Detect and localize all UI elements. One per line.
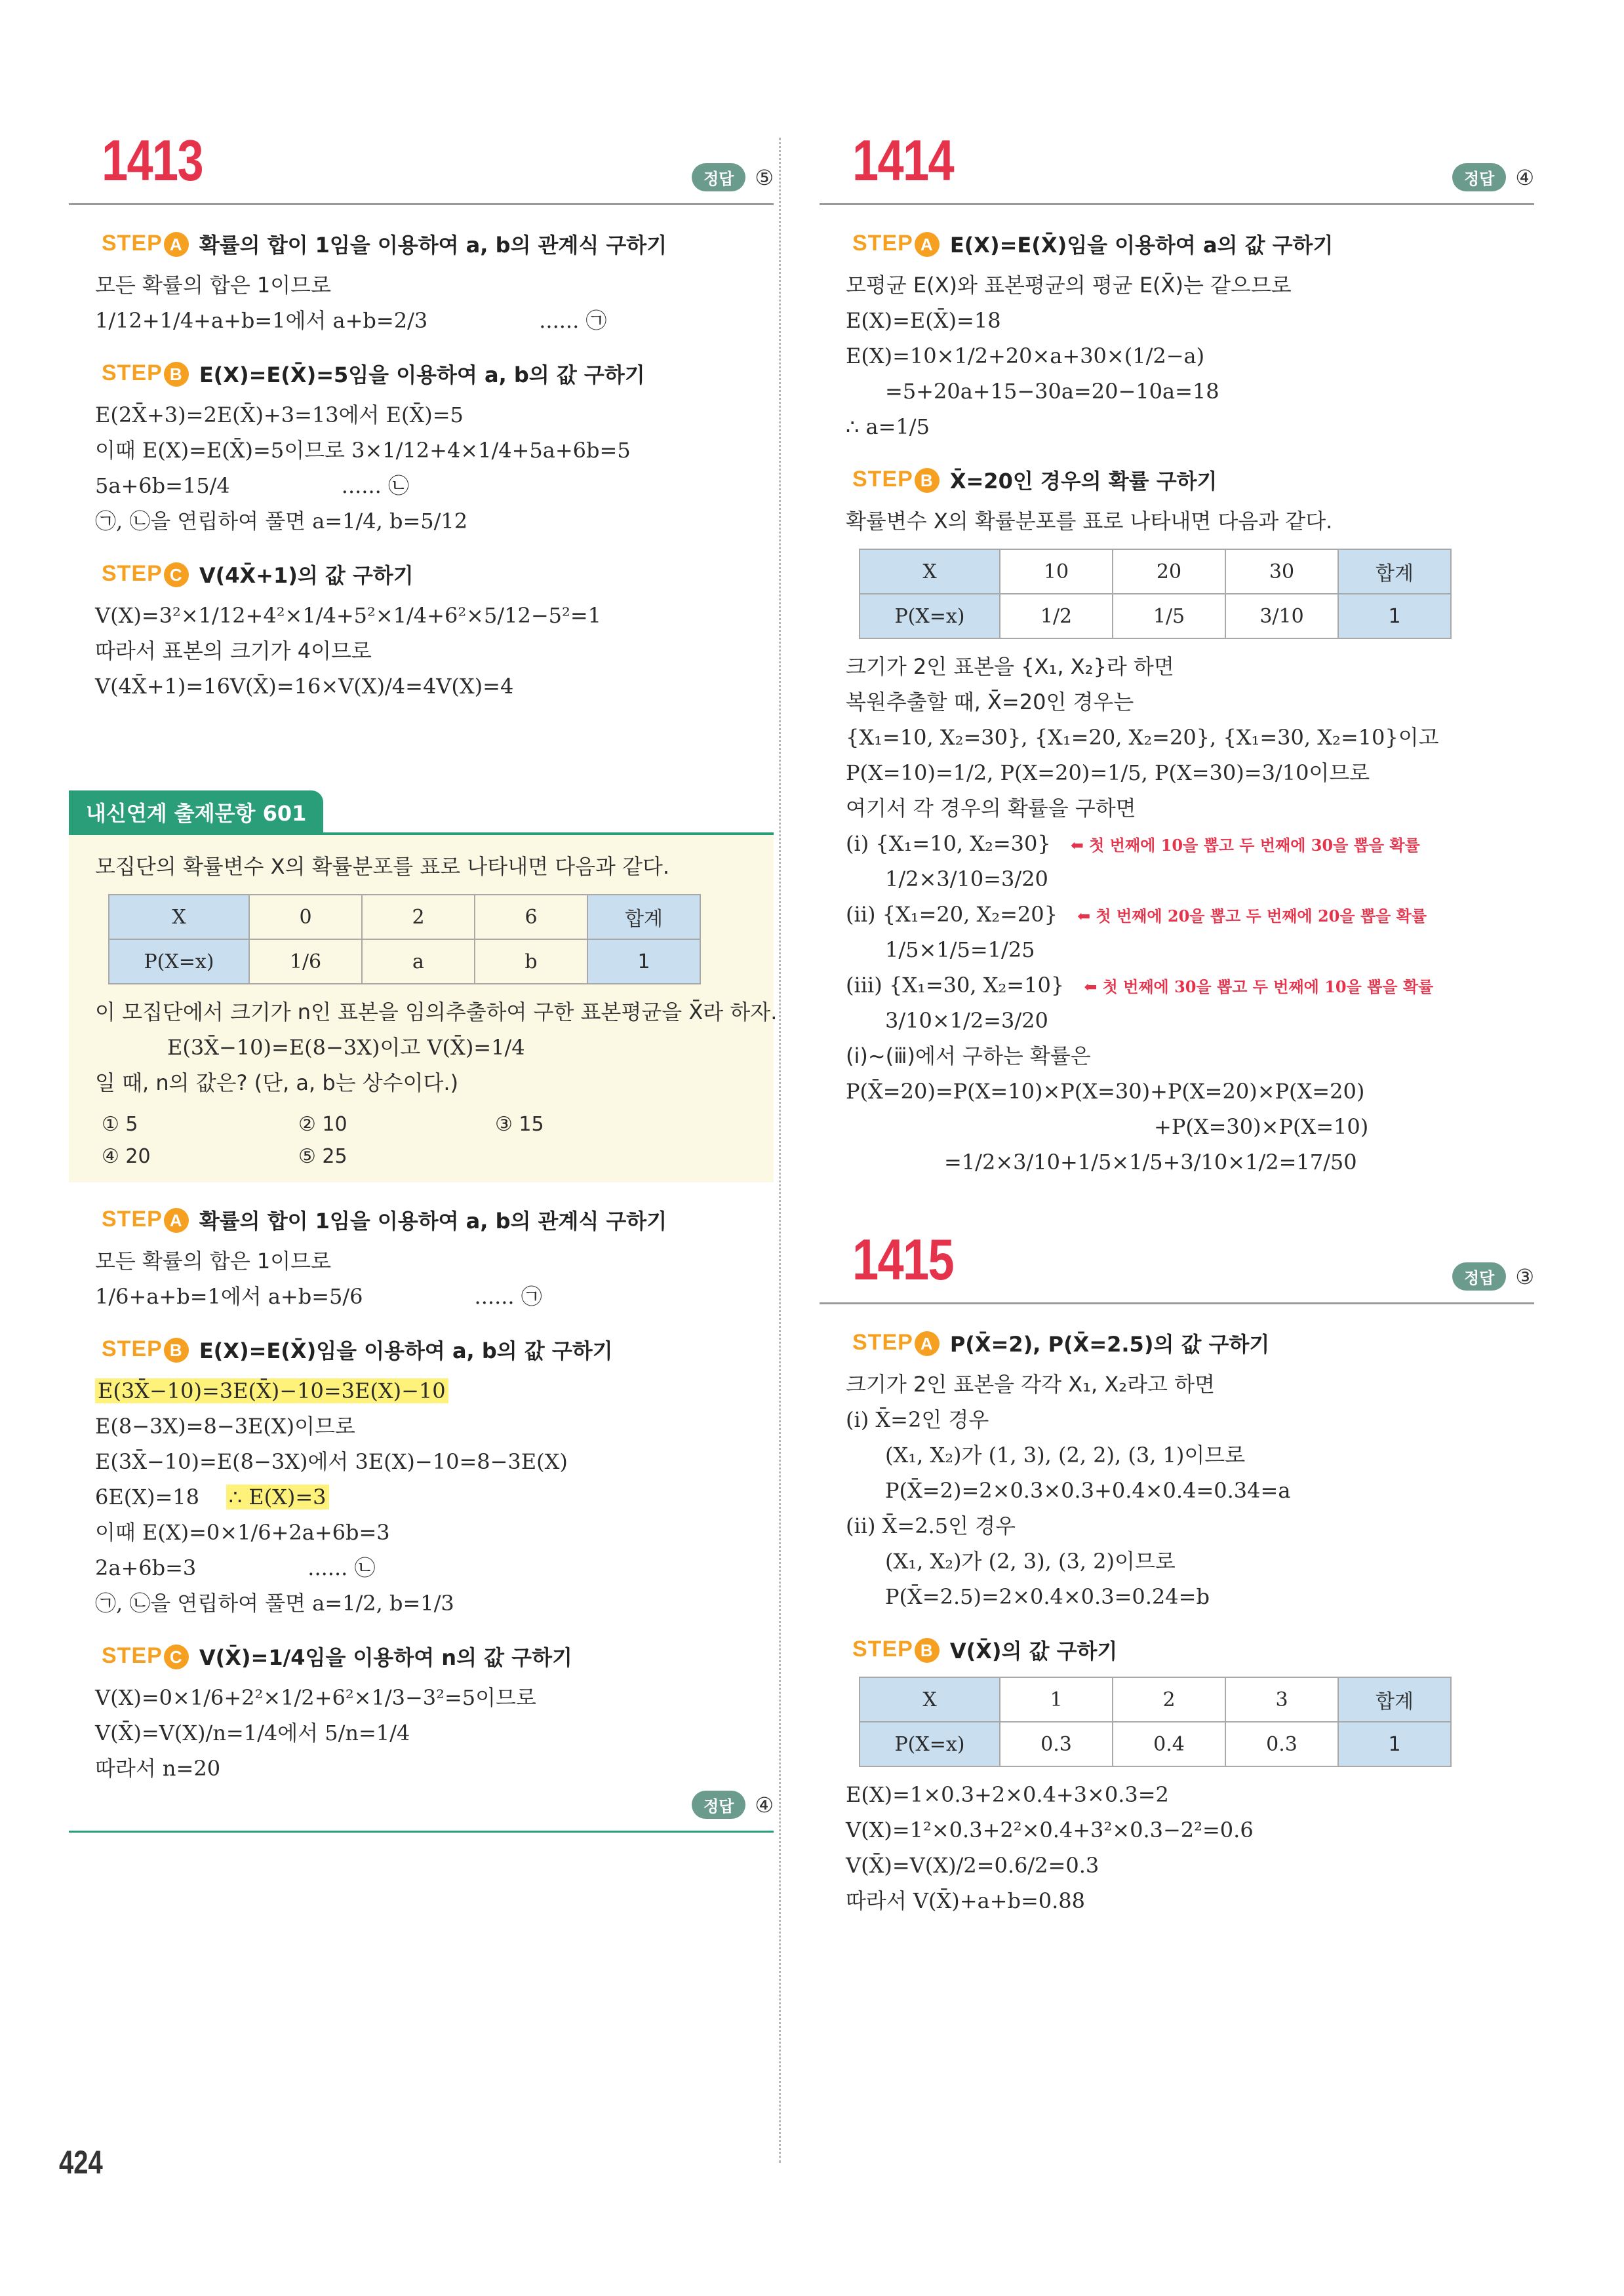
step-letter-icon: B [915,468,940,493]
step-title: X̄=20인 경우의 확률 구하기 [949,469,1218,494]
answer-value: ④ [1515,165,1534,190]
problem-question: 일 때, n의 값은? (단, a, b는 상수이다.) [95,1070,459,1095]
step-b-heading [102,359,774,389]
problem-number: 1415 [852,1227,953,1292]
step-letter-icon: A [915,232,940,257]
solution-line: 5a+6b=15/4 ...... ㉡ [95,473,409,498]
answer-indicator [1452,1262,1534,1291]
linked-problem-header [69,790,774,835]
table-row [860,1722,1451,1766]
step-letter-icon: B [164,1338,189,1363]
table-cell: 2 [1113,1677,1225,1722]
solution-line: 1/12+1/4+a+b=1에서 a+b=2/3 ...... ㉠ [95,308,607,333]
solution-line: 이때 E(X)=E(X̄)=5이므로 3×1/12+4×1/4+5a+6b=5 [95,438,631,463]
table-cell: 1 [1000,1677,1113,1722]
step-title: P(X̄=2), P(X̄=2.5)의 값 구하기 [949,1332,1270,1357]
step-label: STEP B [102,1336,189,1363]
table-cell: 1 [1338,594,1451,638]
choice-2[interactable]: ② 10 [298,1113,347,1136]
distribution-table [859,549,1452,639]
table-cell: P(X=x) [860,1722,1000,1766]
solution-line: 모든 확률의 합은 1이므로 [95,1249,331,1274]
solution-line: 따라서 표본의 크기가 4이므로 [95,638,372,663]
solution-line: V(X̄)=V(X)/n=1/4에서 5/n=1/4 [95,1721,410,1745]
case-note: ⬅ 첫 번째에 20을 뽑고 두 번째에 20을 뽑을 확률 [1077,906,1427,925]
problem-number: 1413 [102,128,203,193]
table-cell: P(X=x) [109,939,249,984]
table-cell: X [860,549,1000,594]
answer-indicator [1452,163,1534,191]
answer-choices [102,1113,774,1168]
step-label: STEP A [102,231,189,258]
answer-badge: 정답 [692,163,745,191]
linked-answer [69,1791,774,1833]
page-number: 424 [59,2144,103,2181]
step-label: STEP C [102,1643,189,1670]
table-cell: 합계 [1338,549,1451,594]
highlighted-text: ∴ E(X)=3 [226,1485,329,1509]
problem-condition: E(3X̄−10)=E(8−3X)이고 V(X̄)=1/4 [167,1035,525,1060]
problem-1413-header [69,125,774,205]
solution-line: E(3X̄−10)=E(8−3X)에서 3E(X)−10=8−3E(X) [95,1449,568,1474]
case-calc: 1/2×3/10=3/20 [885,866,1048,891]
table-row [860,1677,1451,1722]
step-letter-icon: A [164,1208,189,1233]
solution-line: 크기가 2인 표본을 {X₁, X₂}라 하면 [846,654,1174,679]
step-title: E(X)=E(X̄)임을 이용하여 a, b의 값 구하기 [199,1338,613,1363]
table-cell: 20 [1113,549,1225,594]
step-label: STEP A [852,1330,940,1357]
answer-value: ④ [755,1792,774,1818]
step-letter-icon: C [164,562,189,587]
equation-mark: ...... ㉠ [539,308,607,333]
solution-line: P(X=10)=1/2, P(X=20)=1/5, P(X=30)=3/10이므로 [846,760,1370,785]
solution-line: (X₁, X₂)가 (1, 3), (2, 2), (3, 1)이므로 [885,1443,1246,1468]
step-a-heading [852,229,1534,259]
solution-line: ㉠, ㉡을 연립하여 풀면 a=1/4, b=5/12 [95,509,468,534]
answer-badge: 정답 [1452,163,1506,191]
step-letter-icon: A [164,232,189,257]
table-cell: 0.3 [1000,1722,1113,1766]
table-cell: 0 [249,895,362,939]
column-divider [779,138,781,2163]
solution-line: E(X)=E(X̄)=18 [846,308,1001,333]
solution-line: ㉠, ㉡을 연립하여 풀면 a=1/2, b=1/3 [95,1591,454,1616]
step-b-heading [102,1334,774,1365]
table-cell: 합계 [1338,1677,1451,1722]
table-cell: X [860,1677,1000,1722]
solution-line: 복원추출할 때, X̄=20인 경우는 [846,690,1134,714]
table-cell: 0.4 [1113,1722,1225,1766]
table-cell: P(X=x) [860,594,1000,638]
step-title: V(X̄)의 값 구하기 [949,1639,1118,1664]
step-letter-icon: A [915,1331,940,1356]
problem-stem: 모집단의 확률변수 X의 확률분포를 표로 나타내면 다음과 같다. [95,854,670,879]
equation-mark: ...... ㉡ [307,1555,376,1580]
solution-line: P(X̄=2)=2×0.3×0.3+0.4×0.4=0.34=a [885,1478,1291,1503]
table-cell: 30 [1225,549,1338,594]
table-cell: 합계 [587,895,700,939]
table-cell: 1 [1338,1722,1451,1766]
choice-1[interactable]: ① 5 [102,1113,138,1136]
step-label: STEP C [102,561,189,588]
table-row [860,594,1451,638]
linked-problem-label: 내신연계 출제문항 601 [69,790,323,832]
solution-line: 여기서 각 경우의 확률을 구하면 [846,796,1136,821]
solution-line: P(X̄=20)=P(X=10)×P(X=30)+P(X=20)×P(X=20) [846,1079,1365,1104]
solution-line: 모든 확률의 합은 1이므로 [95,273,331,298]
step-title: 확률의 합이 1임을 이용하여 a, b의 관계식 구하기 [199,1209,667,1234]
solution-line: 1/6+a+b=1에서 a+b=5/6 ...... ㉠ [95,1284,542,1309]
case-line: (ⅱ) {X₁=20, X₂=20} ⬅ 첫 번째에 20을 뽑고 두 번째에 20을 뽑을 확률 [846,902,1427,927]
answer-badge: 정답 [1452,1262,1506,1291]
answer-badge: 정답 [692,1791,745,1819]
solution-line: 크기가 2인 표본을 각각 X₁, X₂라고 하면 [846,1372,1215,1397]
highlighted-text: E(3X̄−10)=3E(X̄)−10=3E(X)−10 [95,1378,448,1403]
step-title: 확률의 합이 1임을 이용하여 a, b의 관계식 구하기 [199,233,667,258]
table-row [109,895,700,939]
equation-mark: ...... ㉡ [341,473,409,498]
table-cell: 1/6 [249,939,362,984]
step-c-heading [102,559,774,589]
table-cell: 3 [1225,1677,1338,1722]
step-letter-icon: B [915,1638,940,1663]
choice-4[interactable]: ④ 20 [102,1145,151,1168]
step-label: STEP A [102,1207,189,1234]
solution-line: 따라서 n=20 [95,1756,221,1781]
step-b-heading [852,1635,1534,1665]
distribution-table [859,1677,1452,1767]
step-a-heading [102,229,774,259]
answer-value: ③ [1515,1264,1534,1289]
table-cell: b [475,939,587,984]
solution-line: 모평균 E(X)와 표본평균의 평균 E(X̄)는 같으므로 [846,273,1292,298]
table-cell: 0.3 [1225,1722,1338,1766]
problem-1415-header [820,1224,1534,1304]
step-a-heading [852,1328,1534,1358]
solution-line: 확률변수 X의 확률분포를 표로 나타내면 다음과 같다. [846,509,1333,534]
distribution-table [108,894,701,984]
case-line: (ⅰ) {X₁=10, X₂=30} ⬅ 첫 번째에 10을 뽑고 두 번째에 30을 뽑을 확률 [846,831,1420,856]
table-row [860,549,1451,594]
solution-line: 이때 E(X)=0×1/6+2a+6b=3 [95,1520,390,1545]
solution-line: E(2X̄+3)=2E(X̄)+3=13에서 E(X̄)=5 [95,402,464,427]
answer-indicator [692,163,774,191]
step-title: E(X)=E(X̄)=5임을 이용하여 a, b의 값 구하기 [199,362,645,387]
solution-line: 2a+6b=3 ...... ㉡ [95,1555,376,1580]
step-title: E(X)=E(X̄)임을 이용하여 a의 값 구하기 [949,233,1334,258]
equation-mark: ...... ㉠ [474,1284,542,1309]
solution-line: =5+20a+15−30a=20−10a=18 [885,379,1219,404]
table-cell: 1/5 [1113,594,1225,638]
step-c-heading [102,1641,774,1671]
solution-line: ∴ a=1/5 [846,414,930,439]
solution-line: =1/2×3/10+1/5×1/5+3/10×1/2=17/50 [944,1150,1357,1175]
problem-text: 이 모집단에서 크기가 n인 표본을 임의추출하여 구한 표본평균을 X̄라 하자. [95,1000,778,1024]
solution-line: (ⅱ) X̄=2.5인 경우 [846,1513,1016,1538]
solution-line: 6E(X)=18 ∴ E(X)=3 [95,1481,774,1513]
table-row [109,939,700,984]
solution-line: 따라서 V(X̄)+a+b=0.88 [846,1888,1086,1913]
solution-line: V(X)=3²×1/12+4²×1/4+5²×1/4+6²×5/12−5²=1 [95,603,601,628]
step-label: STEP B [852,1637,940,1664]
problem-1414-header [820,125,1534,205]
solution-line: (ⅰ) X̄=2인 경우 [846,1407,989,1432]
step-a-heading [102,1205,774,1235]
table-cell: 2 [362,895,475,939]
solution-line: P(X̄=2.5)=2×0.4×0.3=0.24=b [885,1584,1210,1609]
case-note: ⬅ 첫 번째에 10을 뽑고 두 번째에 30을 뽑을 확률 [1070,836,1420,855]
solution-line: E(X)=10×1/2+20×a+30×(1/2−a) [846,343,1205,368]
step-b-heading [852,465,1534,495]
table-cell: a [362,939,475,984]
case-note: ⬅ 첫 번째에 30을 뽑고 두 번째에 10을 뽑을 확률 [1084,977,1434,996]
solution-line: V(X̄)=V(X)/2=0.6/2=0.3 [846,1853,1099,1878]
step-title: V(X̄)=1/4임을 이용하여 n의 값 구하기 [199,1645,572,1670]
case-calc: 3/10×1/2=3/20 [885,1008,1048,1033]
case-calc: 1/5×1/5=1/25 [885,937,1035,962]
answer-value: ⑤ [755,165,774,190]
table-cell: 3/10 [1225,594,1338,638]
step-label: STEP A [852,231,940,258]
table-cell: 10 [1000,549,1113,594]
step-letter-icon: B [164,362,189,387]
step-label: STEP B [852,467,940,494]
problem-number: 1414 [852,128,953,193]
table-cell: 6 [475,895,587,939]
solution-line: +P(X=30)×P(X=10) [1154,1114,1369,1139]
case-line: (ⅲ) {X₁=30, X₂=10} ⬅ 첫 번째에 30을 뽑고 두 번째에 10을 뽑을 확률 [846,973,1434,998]
solution-line: (ⅰ)~(ⅲ)에서 구하는 확률은 [846,1043,1091,1068]
table-cell: X [109,895,249,939]
table-cell: 1/2 [1000,594,1113,638]
linked-problem-box [69,835,778,1182]
solution-line: V(X)=1²×0.3+2²×0.4+3²×0.3−2²=0.6 [846,1818,1254,1842]
choice-3[interactable]: ③ 15 [495,1113,544,1136]
solution-line: V(X)=0×1/6+2²×1/2+6²×1/3−3²=5이므로 [95,1685,536,1710]
solution-line: E(X)=1×0.3+2×0.4+3×0.3=2 [846,1782,1169,1807]
right-column [820,125,1534,1920]
solution-line: V(4X̄+1)=16V(X̄)=16×V(X)/4=4V(X)=4 [95,674,514,699]
step-letter-icon: C [164,1644,189,1669]
solution-line [95,1375,774,1407]
solution-line: (X₁, X₂)가 (2, 3), (3, 2)이므로 [885,1549,1176,1574]
left-column [69,125,778,1833]
solution-line: E(8−3X)=8−3E(X)이므로 [95,1414,355,1439]
solution-line: {X₁=10, X₂=30}, {X₁=20, X₂=20}, {X₁=30, X₂=10}이고 [846,725,1439,750]
step-label: STEP B [102,360,189,387]
choice-5[interactable]: ⑤ 25 [298,1145,347,1168]
step-title: V(4X̄+1)의 값 구하기 [199,563,414,588]
table-cell: 1 [587,939,700,984]
